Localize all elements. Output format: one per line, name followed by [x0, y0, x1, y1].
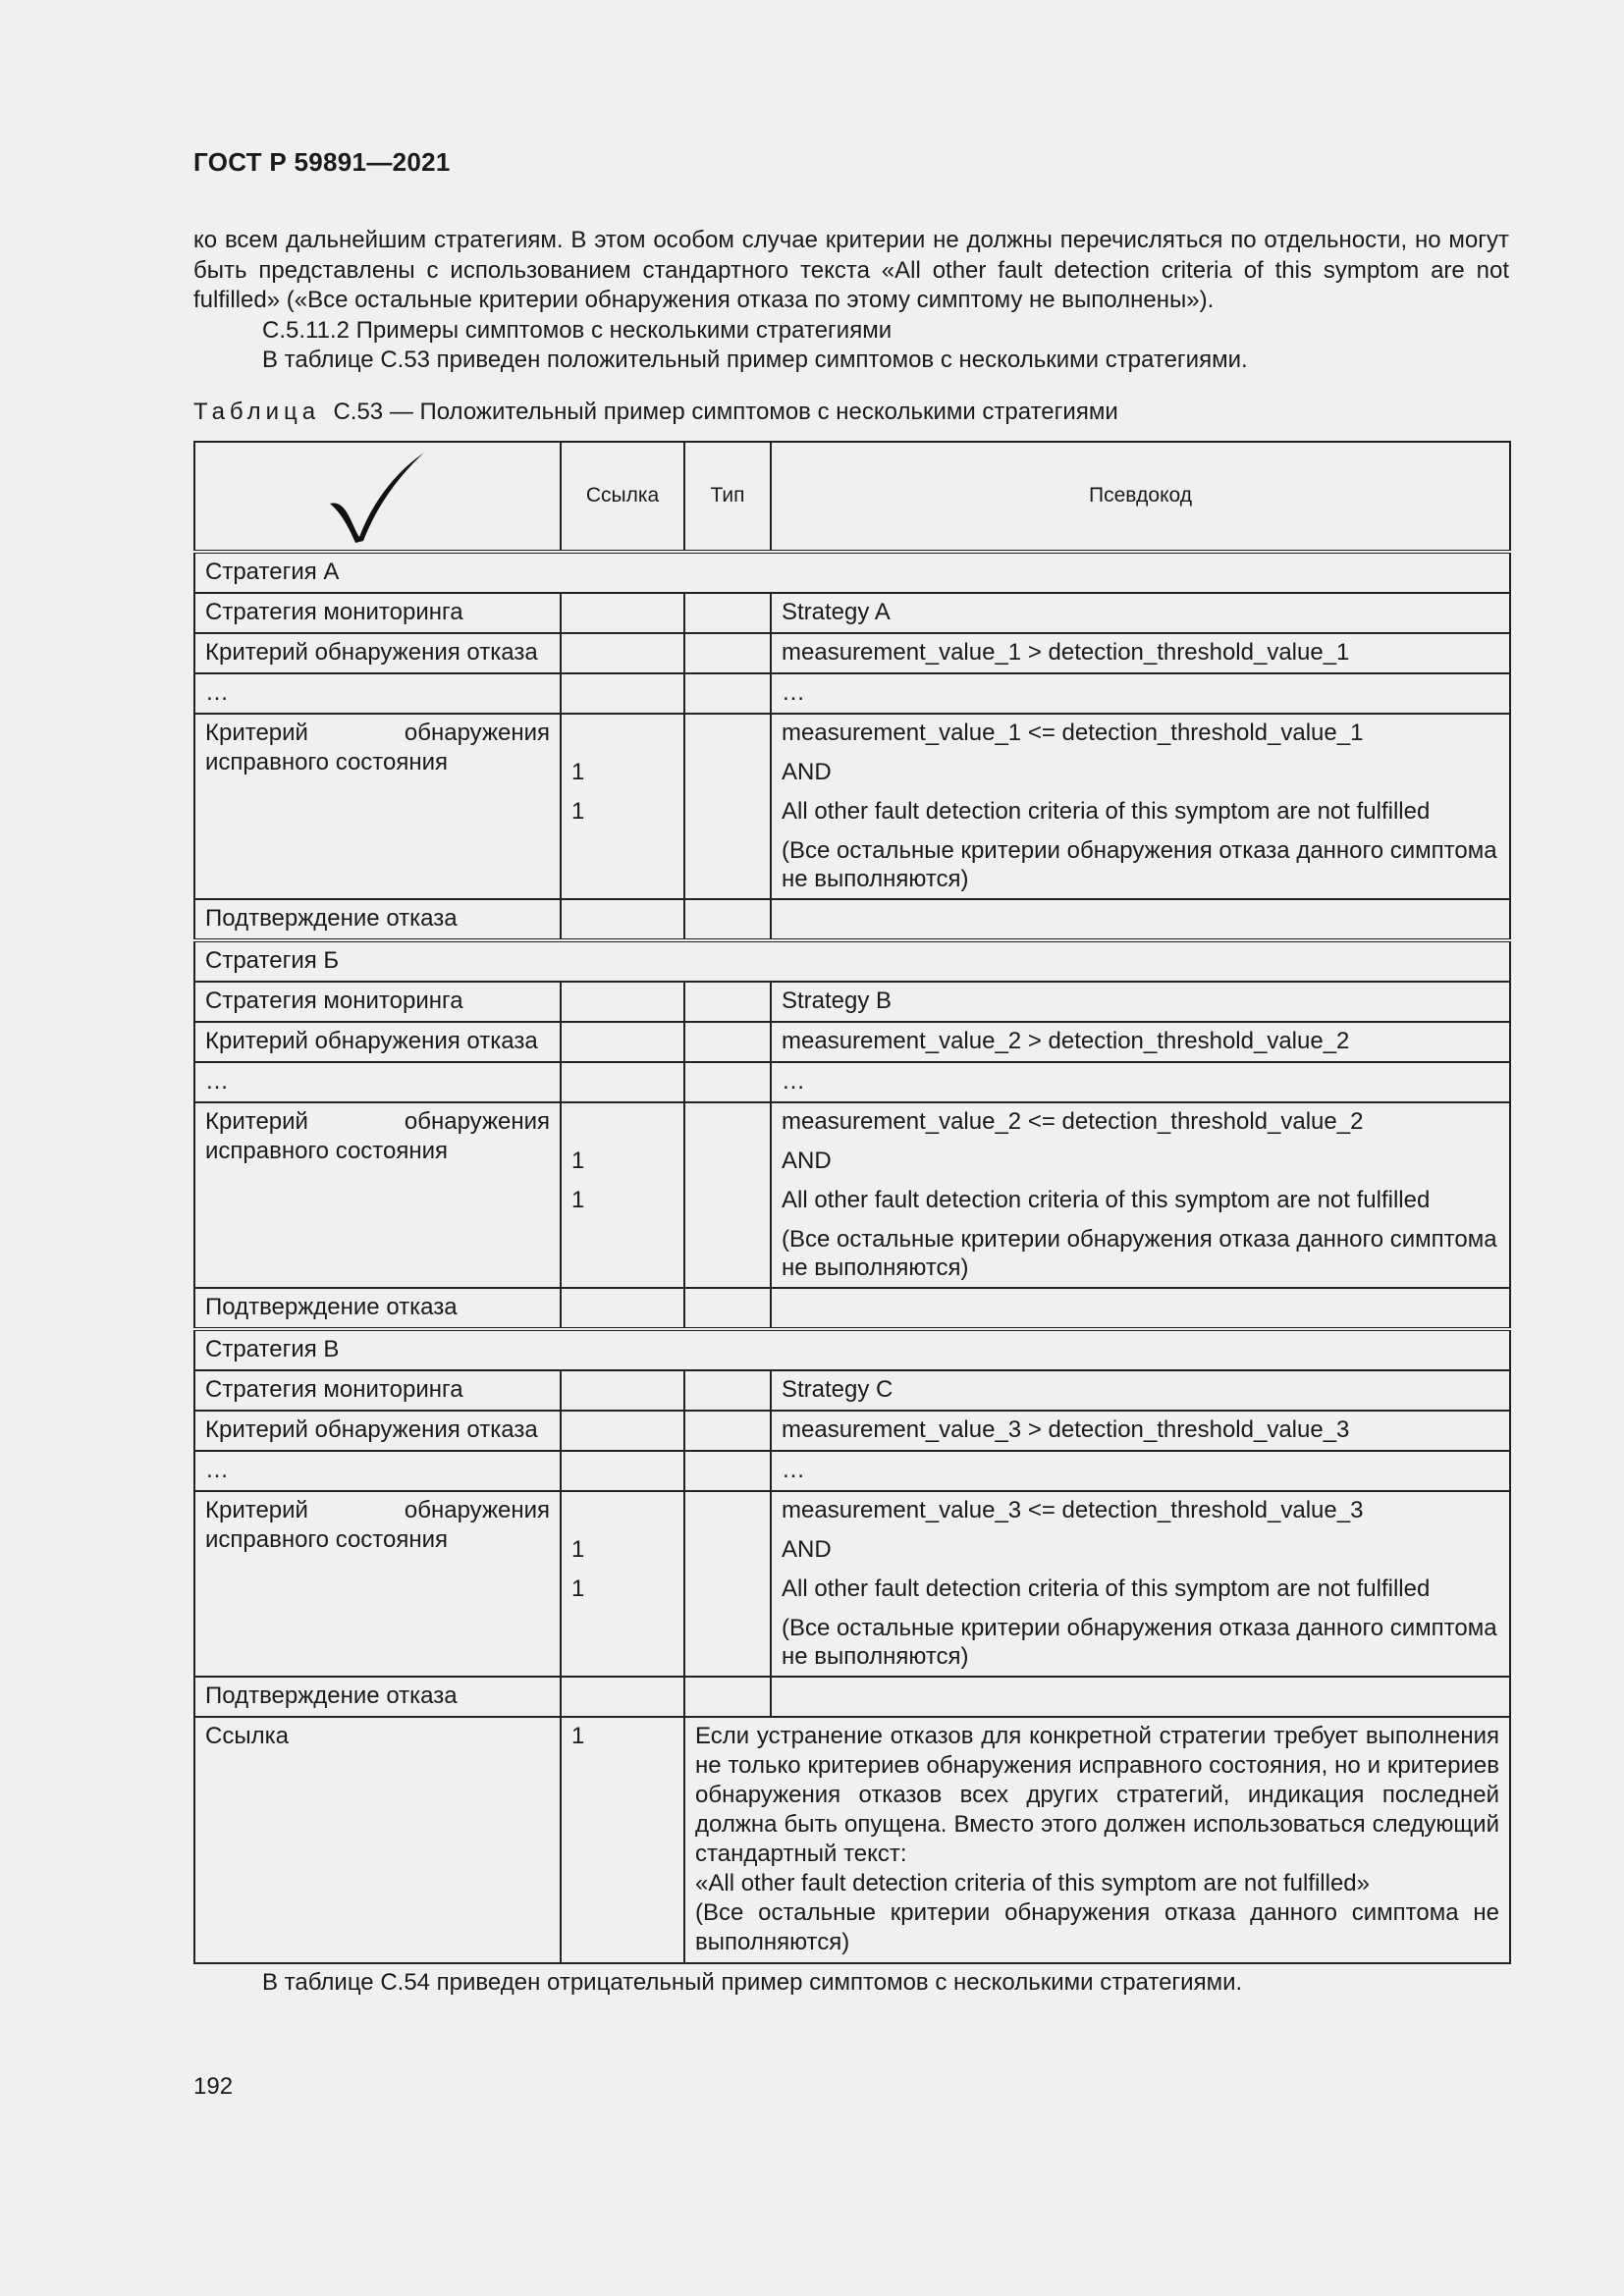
- all-other-criteria-ru: (Все остальные критерии обнаружения отказа данного симптома не выполняются): [782, 837, 1497, 892]
- monitoring-label: Стратегия мониторинга: [194, 593, 561, 633]
- ref-cell: [561, 1370, 684, 1411]
- all-other-criteria: All other fault detection criteria of this symptom are not fulfilled: [782, 1575, 1431, 1602]
- intro-paragraph-1: ко всем дальнейшим стратегиям. В этом особом случае критерии не должны перечисляться по отдельности, но могут быть представлены с использованием стандартного текста «All other fault detection criteria of this symptom are not fulfilled» («Все остальные критерии обнаружения отказа по этому симптому не выполнены»).: [193, 227, 1509, 313]
- column-header-pseudocode: Псевдокод: [771, 442, 1510, 552]
- and-keyword: AND: [782, 759, 832, 785]
- reference-note-line: (Все остальные критерии обнаружения отказа данного симптома не выполняются): [695, 1899, 1499, 1955]
- pseudocode-cell: [771, 1677, 1510, 1717]
- checkmark-cell: [194, 442, 561, 552]
- footer-text: В таблице С.54 приведен отрицательный пример симптомов с несколькими стратегиями.: [262, 1969, 1243, 1996]
- table-row: [194, 1491, 1510, 1677]
- type-cell: [684, 1411, 771, 1451]
- type-cell: [684, 673, 771, 714]
- monitoring-label: Стратегия мониторинга: [194, 1370, 561, 1411]
- fault-criterion-label: Критерий обнаружения отказа: [194, 1411, 561, 1451]
- ref-blank: [571, 719, 674, 748]
- reference-label: Ссылка: [194, 1717, 561, 1963]
- fault-criterion-label: Критерий обнаружения отказа: [194, 633, 561, 673]
- all-other-criteria-ru: (Все остальные критерии обнаружения отказа данного симптома не выполняются): [782, 1615, 1497, 1670]
- type-cell: [684, 1062, 771, 1102]
- fault-confirmation-label: Подтверждение отказа: [194, 1677, 561, 1717]
- ref-value: 1: [571, 798, 585, 825]
- type-cell: [684, 982, 771, 1022]
- ellipsis-code: …: [771, 673, 1510, 714]
- reference-note: [684, 1717, 1510, 1963]
- healthy-criterion-label: Критерий обнаружения исправного состояния: [194, 1102, 561, 1288]
- intro-paragraph-2: С.5.11.2 Примеры симптомов с несколькими стратегиями: [262, 316, 893, 344]
- table-row: [194, 1677, 1510, 1717]
- ref-cell: [561, 714, 684, 899]
- column-header-type: Тип: [684, 442, 771, 552]
- fault-criterion-code: measurement_value_3 > detection_threshold_value_3: [771, 1411, 1510, 1451]
- column-header-ref: Ссылка: [561, 442, 684, 552]
- reference-note-line: «All other fault detection criteria of this symptom are not fulfilled»: [695, 1870, 1370, 1896]
- strategy-name: Стратегия А: [194, 552, 1510, 593]
- intro-paragraph-3: В таблице С.53 приведен положительный пример симптомов с несколькими стратегиями.: [262, 347, 1248, 373]
- document-header: ГОСТ Р 59891—2021: [193, 147, 451, 177]
- healthy-code-line: measurement_value_1 <= detection_threshold_value_1: [782, 720, 1364, 746]
- strategy-row: [194, 552, 1510, 593]
- table-row: [194, 1062, 1510, 1102]
- type-cell: [684, 714, 771, 899]
- ellipsis-code: …: [771, 1451, 1510, 1491]
- type-cell: [684, 1022, 771, 1062]
- ref-cell: [561, 593, 684, 633]
- table-row: [194, 1102, 1510, 1288]
- table-row: [194, 593, 1510, 633]
- fault-confirmation-label: Подтверждение отказа: [194, 899, 561, 940]
- table-row: [194, 714, 1510, 899]
- ref-value: 1: [571, 1187, 585, 1213]
- ellipsis-label: …: [194, 1062, 561, 1102]
- ellipsis-label: …: [194, 1451, 561, 1491]
- monitoring-label: Стратегия мониторинга: [194, 982, 561, 1022]
- table-row: [194, 982, 1510, 1022]
- strategy-row: [194, 940, 1510, 982]
- type-cell: [684, 1677, 771, 1717]
- healthy-criterion-code: [771, 1102, 1510, 1288]
- healthy-criterion-code: [771, 714, 1510, 899]
- ref-cell: [561, 899, 684, 940]
- ref-value: 1: [571, 759, 585, 785]
- table-row: [194, 899, 1510, 940]
- ref-cell: [561, 982, 684, 1022]
- ref-cell: [561, 1451, 684, 1491]
- type-cell: [684, 633, 771, 673]
- healthy-criterion-code: [771, 1491, 1510, 1677]
- fault-criterion-code: measurement_value_2 > detection_threshold_value_2: [771, 1022, 1510, 1062]
- table-caption-label: Таблица: [193, 399, 321, 425]
- type-cell: [684, 593, 771, 633]
- table-row: [194, 673, 1510, 714]
- type-cell: [684, 1102, 771, 1288]
- ref-cell: [561, 1062, 684, 1102]
- monitoring-code: Strategy B: [771, 982, 1510, 1022]
- monitoring-code: Strategy C: [771, 1370, 1510, 1411]
- ref-blank: [571, 1496, 674, 1525]
- ref-value: 1: [571, 1575, 585, 1602]
- table-row: [194, 1288, 1510, 1329]
- pseudocode-cell: [771, 899, 1510, 940]
- and-keyword: AND: [782, 1536, 832, 1563]
- ref-cell: [561, 1411, 684, 1451]
- ref-cell: [561, 673, 684, 714]
- and-keyword: AND: [782, 1148, 832, 1174]
- table-caption: [193, 399, 1118, 426]
- checkmark-icon: [324, 447, 432, 545]
- strategy-row: [194, 1329, 1510, 1370]
- fault-confirmation-label: Подтверждение отказа: [194, 1288, 561, 1329]
- reference-number: 1: [561, 1717, 684, 1963]
- healthy-criterion-label: Критерий обнаружения исправного состояния: [194, 714, 561, 899]
- reference-note-line: Если устранение отказов для конкретной стратегии требует выполнения не только критериев обнаружения исправного состояния, но и критериев обнаружения отказов всех других стратегий, индикация последней должна быть опущена. Вместо этого должен использоваться следующий стандартный текст:: [695, 1723, 1499, 1867]
- page-number: 192: [193, 2073, 234, 2100]
- ref-cell: [561, 1288, 684, 1329]
- healthy-criterion-label: Критерий обнаружения исправного состояния: [194, 1491, 561, 1677]
- intro-text: [193, 226, 1509, 376]
- ref-value: 1: [571, 1536, 585, 1563]
- table-row: [194, 1022, 1510, 1062]
- type-cell: [684, 1491, 771, 1677]
- monitoring-code: Strategy A: [771, 593, 1510, 633]
- ref-cell: [561, 1102, 684, 1288]
- fault-criterion-code: measurement_value_1 > detection_threshold_value_1: [771, 633, 1510, 673]
- table-row: [194, 1411, 1510, 1451]
- strategy-name: Стратегия Б: [194, 940, 1510, 982]
- all-other-criteria: All other fault detection criteria of this symptom are not fulfilled: [782, 1187, 1431, 1213]
- symptom-strategies-table: [193, 441, 1511, 1964]
- type-cell: [684, 1370, 771, 1411]
- table-row: [194, 1370, 1510, 1411]
- table-row: [194, 633, 1510, 673]
- ellipsis-code: …: [771, 1062, 1510, 1102]
- table-caption-text: С.53 — Положительный пример симптомов с несколькими стратегиями: [333, 399, 1118, 425]
- reference-row: [194, 1717, 1510, 1963]
- all-other-criteria-ru: (Все остальные критерии обнаружения отказа данного симптома не выполняются): [782, 1226, 1497, 1281]
- strategy-name: Стратегия В: [194, 1329, 1510, 1370]
- ref-cell: [561, 633, 684, 673]
- all-other-criteria: All other fault detection criteria of this symptom are not fulfilled: [782, 798, 1431, 825]
- ref-cell: [561, 1491, 684, 1677]
- healthy-code-line: measurement_value_3 <= detection_threshold_value_3: [782, 1497, 1364, 1523]
- ref-blank: [571, 1107, 674, 1137]
- table-row: [194, 1451, 1510, 1491]
- ref-cell: [561, 1022, 684, 1062]
- type-cell: [684, 1288, 771, 1329]
- type-cell: [684, 899, 771, 940]
- healthy-code-line: measurement_value_2 <= detection_threshold_value_2: [782, 1108, 1364, 1135]
- fault-criterion-label: Критерий обнаружения отказа: [194, 1022, 561, 1062]
- table-header-row: [194, 442, 1510, 552]
- pseudocode-cell: [771, 1288, 1510, 1329]
- type-cell: [684, 1451, 771, 1491]
- ref-cell: [561, 1677, 684, 1717]
- ref-value: 1: [571, 1148, 585, 1174]
- ellipsis-label: …: [194, 673, 561, 714]
